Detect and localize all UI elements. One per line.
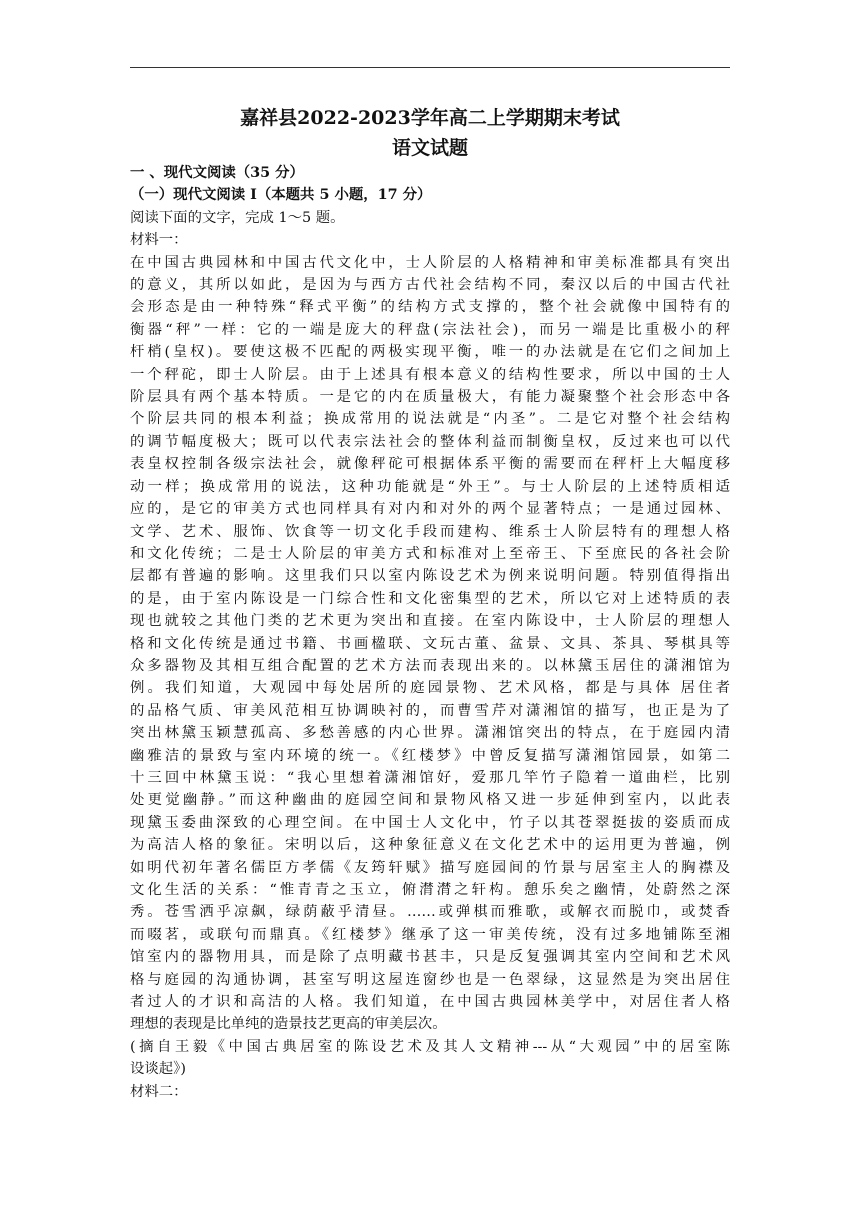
top-rule [130, 67, 730, 68]
paragraph-line: 处更觉幽静。”而这种幽曲的庭园空间和景物风格又进一步延伸到室内，以此表 [130, 792, 730, 809]
exam-title: 嘉祥县2022-2023学年高二上学期期末考试 [240, 107, 620, 129]
paragraph-line: 阶层具有两个基本特质。一是它的内在质量极大，有能力凝聚整个社会形态中各 [130, 389, 730, 406]
subject-title: 语文试题 [391, 137, 468, 159]
paragraph-line: 幽雅洁的景致与室内环境的统一。《红楼梦》中曾反复描写潇湘馆园景，如第二 [130, 747, 730, 764]
paragraph-line: 格和文化传统是通过书籍、书画楹联、文玩古董、盆景、文具、茶具、琴棋具等 [130, 635, 730, 652]
paragraph-line: 衡器“秤”一样：它的一端是庞大的秤盘(宗法社会)，而另一端是比重极小的秤 [130, 321, 730, 338]
paragraph-line: 层都有普遍的影响。这里我们只以室内陈设艺术为例来说明问题。特别值得指出 [130, 568, 730, 585]
paragraph-line: 的是，由于室内陈设是一门综合性和文化密集型的艺术，所以它对上述特质的表 [130, 590, 730, 607]
material-2-label: 材料二： [130, 1083, 188, 1100]
paragraph-line: 的意义，其所以如此，是因为与西方古代社会结构不同，秦汉以后的中国古代社 [130, 277, 730, 294]
paragraph-line: 为高洁人格的象征。宋明以后，这种象征意义在文化艺术中的运用更为普遍，例 [130, 837, 730, 854]
paragraph-line: 格与庭园的沟通协调，甚室写明这屋连窗纱也是一色翠绿，这显然是为突出居住 [130, 971, 730, 988]
paragraph-line: 理想的表现是比单纯的造景技艺更高的审美层次。 [130, 1016, 447, 1033]
paragraph-line: 现黛玉委曲深致的心理空间。在中国士人文化中，竹子以其苍翠挺拔的姿质而成 [130, 814, 730, 831]
paragraph-line: 而啜茗，或联句而鼎真。《红楼梦》继承了这一审美传统，没有过多地铺陈至湘 [130, 926, 730, 943]
paragraph-line: 和文化传统；二是士人阶层的审美方式和标准对上至帝王、下至庶民的各社会阶 [130, 545, 730, 562]
paragraph-line: 在中国古典园林和中国古代文化中，士人阶层的人格精神和审美标准都具有突出 [130, 254, 730, 271]
source-citation-line-1: (摘自王毅《中国古典居室的陈设艺术及其人文精神---从“大观园”中的居室陈 [130, 1038, 730, 1055]
source-citation-line-2: 设谈起》) [130, 1061, 186, 1078]
paragraph-line: 杆梢(皇权)。要使这极不匹配的两极实现平衡，唯一的办法就是在它们之间加上 [130, 344, 730, 361]
paragraph-line: 一个秤砣，即士人阶层。由于上述具有根本意义的结构性要求，所以中国的士人 [130, 366, 730, 383]
paragraph-line: 动一样；换成常用的说法，这种功能就是“外王”。与士人阶层的上述特质相适 [130, 478, 730, 495]
section-heading: 一 、现代文阅读（35 分） [130, 164, 304, 181]
paragraph-line: 文化生活的关系：“惟青青之玉立，俯潸潸之轩构。憩乐矣之幽情，处蔚然之深 [130, 882, 730, 898]
paragraph-line: 十三回中林黛玉说：“我心里想着潇湘馆好，爱那几竿竹子隐着一道曲栏，比别 [130, 769, 730, 786]
exam-content [130, 162, 730, 1103]
paragraph-line: 者过人的才识和高洁的人格。我们知道，在中国古典园林美学中，对居住者人格 [130, 994, 730, 1011]
material-1-paragraph [130, 252, 730, 1036]
paragraph-line: 会形态是由一种特殊“释式平衡”的结构方式支撑的，整个社会就像中国特有的 [130, 299, 730, 316]
paragraph-line: 表皇权控制各级宗法社会，就像秤砣可根据体系平衡的需要而在秤杆上大幅度移 [130, 456, 730, 473]
paragraph-line: 例。我们知道，大观园中每处居所的庭园景物、艺术风格，都是与具体 居住者 [130, 680, 730, 697]
paragraph-line: 突出林黛玉颖慧孤高、多愁善感的内心世界。潇湘馆突出的特点，在于庭园内清 [130, 725, 730, 742]
paragraph-line: 个阶层共同的根本利益；换成常用的说法就是“内圣”。二是它对整个社会结构 [130, 411, 730, 428]
subsection-heading: （一）现代文阅读 I（本题共 5 小题，17 分） [130, 186, 432, 204]
paragraph-line: 众多器物及其相互组合配置的艺术方法而表现出来的。以林黛玉居住的潇湘馆为 [130, 657, 730, 674]
paragraph-line: 馆室内的器物用具，而是除了点明藏书甚丰，只是反复强调其室内空间和艺术风 [130, 949, 730, 966]
paragraph-line: 秀。苍雪洒乎凉飙，绿荫蔽乎清昼。……或弹棋而雅歌，或解衣而脱巾，或焚香 [130, 904, 730, 921]
paragraph-line: 应的，是它的审美方式也同样具有对内和对外的两个显著特点；一是通过园林、 [130, 501, 730, 518]
paragraph-line: 如明代初年著名儒臣方孝儒《友筠轩赋》描写庭园间的竹景与居室主人的胸襟及 [130, 859, 730, 876]
material-1-label: 材料一： [130, 232, 188, 249]
instruction: 阅读下面的文字，完成 1～5 题。 [130, 209, 345, 226]
paragraph-line: 文学、艺术、服饰、饮食等一切文化手段而建构、维系士人阶层特有的理想人格 [130, 523, 730, 540]
paragraph-line: 的品格气质、审美风范相互协调映衬的，而曹雪芹对潇湘馆的描写，也正是为了 [130, 702, 730, 719]
paragraph-line: 的调节幅度极大；既可以代表宗法社会的整体利益而制衡皇权，反过来也可以代 [130, 433, 730, 450]
paragraph-line: 现也就较之其他门类的艺术更为突出和直接。在室内陈设中，士人阶层的理想人 [130, 613, 730, 630]
